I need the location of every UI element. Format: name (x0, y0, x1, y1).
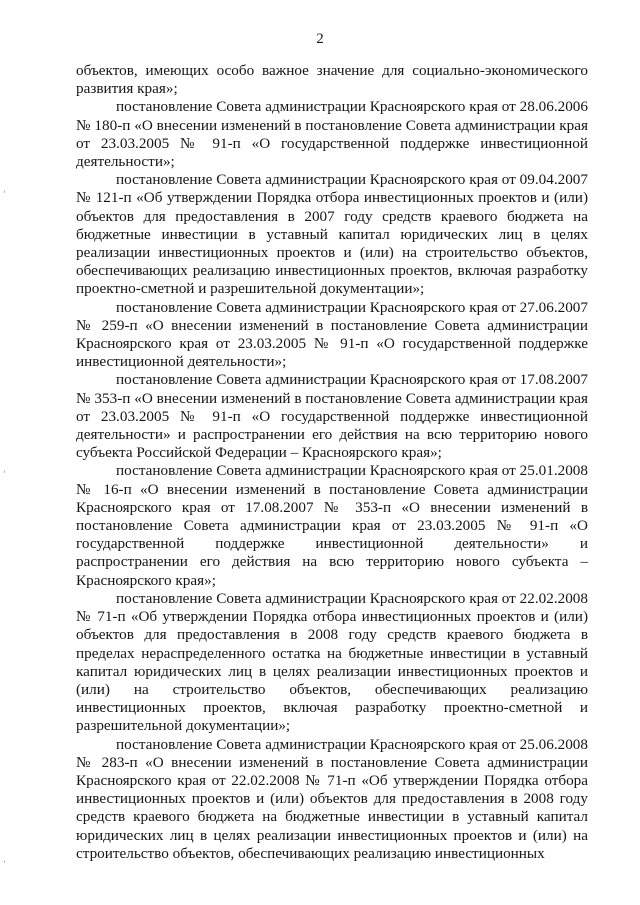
paragraph: постановление Совета администрации Красноярского края от 09.04.2007 № 121-п «Об утверждении Порядка отбора инвестиционных проектов и (или) объектов для предоставления в 2007 году средств краевого бюджета на бюджетные инвестиции в уставный капитал юридических лиц в целях реализации инвестиционных проектов и (или) на строительство объектов, обеспечивающих реализацию инвестиционных проектов, включая разработку проектно-сметной и разрешительной документации»; (76, 171, 588, 298)
scan-edge-mark (4, 860, 5, 863)
paragraph: постановление Совета администрации Красноярского края от 27.06.2007 № 259-п «О внесении изменений в постановление Совета администрации Красноярского края от 23.03.2005 № 91-п «О государственной поддержке инвестиционной деятельности»; (76, 298, 588, 371)
paragraph: постановление Совета администрации Красноярского края от 22.02.2008 № 71-п «Об утверждении Порядка отбора инвестиционных проектов и (или) объектов для предоставления в 2008 году средств краевого бюджета в пределах нераспределенного остатка на бюджетные инвестиции в уставный капитал юридических лиц в целях реализации инвестиционных проектов и (или) на строительство объектов, обеспечивающих реализацию инвестиционных проектов, включая разработку проектно-сметной и разрешительной документации»; (76, 589, 588, 735)
paragraph: постановление Совета администрации Красноярского края от 28.06.2006 № 180-п «О внесении изменений в постановление Совета администрации края от 23.03.2005 № 91-п «О государственной поддержке инвестиционной деятельности»; (76, 98, 588, 171)
scan-edge-mark (4, 190, 5, 193)
paragraph: постановление Совета администрации Красноярского края от 25.01.2008 № 16-п «О внесении изменений в постановление Совета администрации Красноярского края от 17.08.2007 № 353-п «О внесении изменений в постановление Совета администрации края от 23.03.2005 № 91-п «О государственной поддержке инвестиционной деятельности» и распространении его действия на всю территорию нового субъекта – Красноярского края»; (76, 462, 588, 589)
document-body (76, 62, 588, 863)
page-number: 2 (316, 31, 324, 47)
paragraph: объектов, имеющих особо важное значение для социально-экономического развития края»; (76, 62, 588, 98)
paragraph: постановление Совета администрации Красноярского края от 17.08.2007 № 353-п «О внесении изменений в постановление Совета администрации края от 23.03.2005 № 91-п «О государственной поддержке инвестиционной деятельности» и распространении его действия на всю территорию нового субъекта Российской Федерации – Красноярского края»; (76, 371, 588, 462)
paragraph: постановление Совета администрации Красноярского края от 25.06.2008 № 283-п «О внесении изменений в постановление Совета администрации Красноярского края от 22.02.2008 № 71-п «Об утверждении Порядка отбора инвестиционных проектов и (или) объектов для предоставления в 2008 году средств краевого бюджета на бюджетные инвестиции в уставный капитал юридических лиц в целях реализации инвестиционных проектов и (или) на строительство объектов, обеспечивающих реализацию инвестиционных (76, 735, 588, 862)
scan-edge-mark (4, 470, 5, 473)
